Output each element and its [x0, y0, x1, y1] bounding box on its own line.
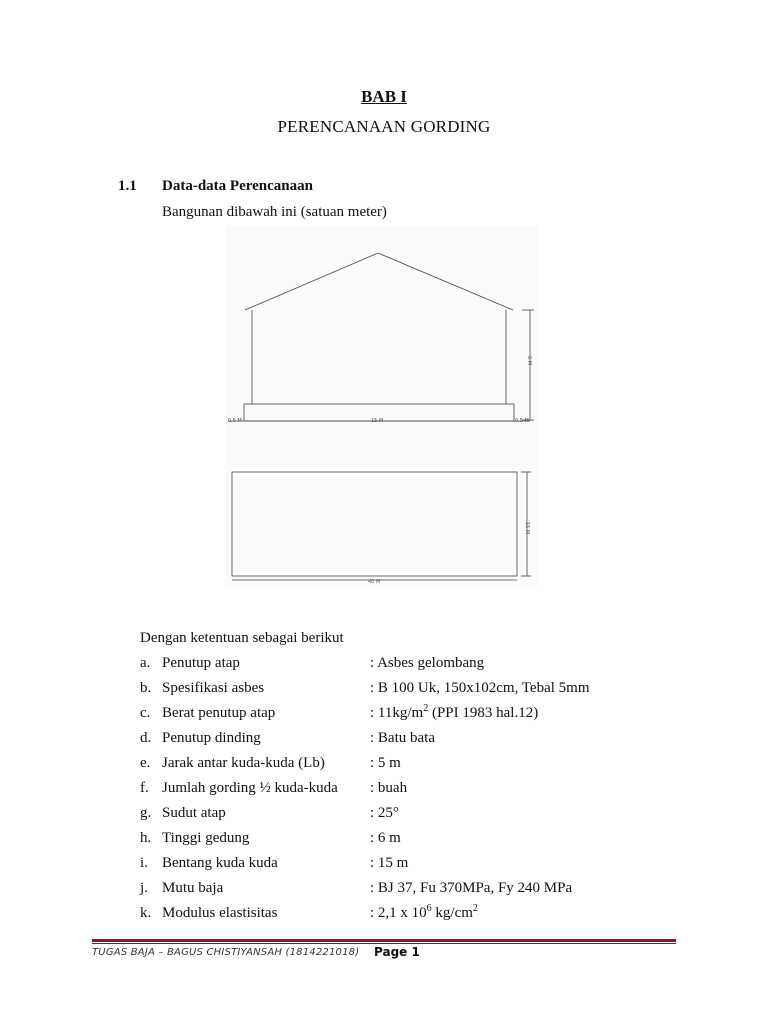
spec-letter: b. — [140, 680, 152, 696]
spec-letter: h. — [140, 830, 152, 846]
spec-label: Penutup atap — [162, 655, 240, 671]
drawing-background — [226, 226, 538, 588]
spec-label: Spesifikasi asbes — [162, 680, 265, 696]
plan-length-label: 40 M — [368, 579, 381, 585]
chapter-title: BAB I — [361, 87, 407, 106]
spec-value-text: : BJ 37, Fu 370MPa, Fy 240 MPa — [370, 880, 573, 896]
spec-letter: k. — [140, 905, 152, 921]
spec-value-suffix: (PPI 1983 hal.12) — [428, 705, 539, 721]
spec-value — [370, 905, 478, 922]
spec-value — [370, 805, 399, 822]
spec-label: Bentang kuda kuda — [162, 855, 278, 871]
right-overhang-label: 0,5 M — [515, 418, 529, 424]
spec-label: Tinggi gedung — [162, 830, 250, 846]
spec-value — [370, 705, 538, 722]
spec-value — [370, 755, 401, 772]
spec-label: Penutup dinding — [162, 730, 261, 746]
spec-value-text: : buah — [370, 780, 408, 796]
spec-letter: i. — [140, 855, 148, 871]
spec-letter: e. — [140, 755, 151, 771]
footer-rule-thick — [92, 939, 676, 942]
spec-value — [370, 680, 590, 697]
spec-value — [370, 780, 407, 797]
spec-value-text: : 11kg/m — [370, 705, 424, 721]
spec-value-superscript: 6 — [426, 903, 432, 914]
section-title: Data-data Perencanaan — [162, 178, 313, 194]
spec-value-text: : 6 m — [370, 830, 401, 846]
spec-value-text: : 2,1 x 10 — [370, 905, 427, 921]
spec-letter: c. — [140, 705, 151, 721]
spec-value-text: : 15 m — [370, 855, 409, 871]
spec-value-superscript: 2 — [472, 903, 478, 914]
spec-value-superscript: 2 — [423, 703, 429, 714]
spec-value-text: : Batu bata — [370, 730, 435, 746]
spec-letter: a. — [140, 655, 151, 671]
spec-value — [370, 830, 401, 847]
spec-label: Berat penutup atap — [162, 705, 276, 721]
spec-value-text: : Asbes gelombang — [370, 655, 485, 671]
page-number: Page 1 — [374, 945, 420, 959]
spec-value-text: : 25° — [370, 805, 399, 821]
height-label: 6 M — [526, 356, 532, 366]
spec-value — [370, 730, 435, 747]
spec-letter: d. — [140, 730, 152, 746]
spec-value-text: : B 100 Uk, 150x102cm, Tebal 5mm — [370, 680, 590, 696]
left-overhang-label: 0,5 M — [228, 418, 242, 424]
spec-letter: f. — [140, 780, 149, 796]
spec-value-text: : 5 m — [370, 755, 401, 771]
spec-label: Jarak antar kuda-kuda (Lb) — [162, 755, 325, 771]
spec-value — [370, 655, 484, 672]
spec-label: Jumlah gording ½ kuda-kuda — [162, 780, 338, 796]
intro-text: Bangunan dibawah ini (satuan meter) — [162, 204, 387, 220]
spec-letter: j. — [140, 880, 148, 896]
footer-author: TUGAS BAJA – BAGUS CHISTIYANSAH (1814221018) — [92, 947, 360, 958]
span-label: 15 M — [371, 418, 384, 424]
spec-heading: Dengan ketentuan sebagai berikut — [140, 630, 344, 646]
footer-rule-thin — [92, 943, 676, 944]
plan-width-label: 15 M — [524, 522, 530, 535]
spec-letter: g. — [140, 805, 152, 821]
section-number: 1.1 — [118, 178, 137, 194]
spec-label: Mutu baja — [162, 880, 224, 896]
spec-value-suffix: kg/cm — [431, 905, 473, 921]
spec-value — [370, 855, 408, 872]
spec-label: Modulus elastisitas — [162, 905, 278, 921]
chapter-subtitle: PERENCANAAN GORDING — [277, 117, 491, 136]
spec-label: Sudut atap — [162, 805, 226, 821]
spec-value — [370, 880, 572, 897]
